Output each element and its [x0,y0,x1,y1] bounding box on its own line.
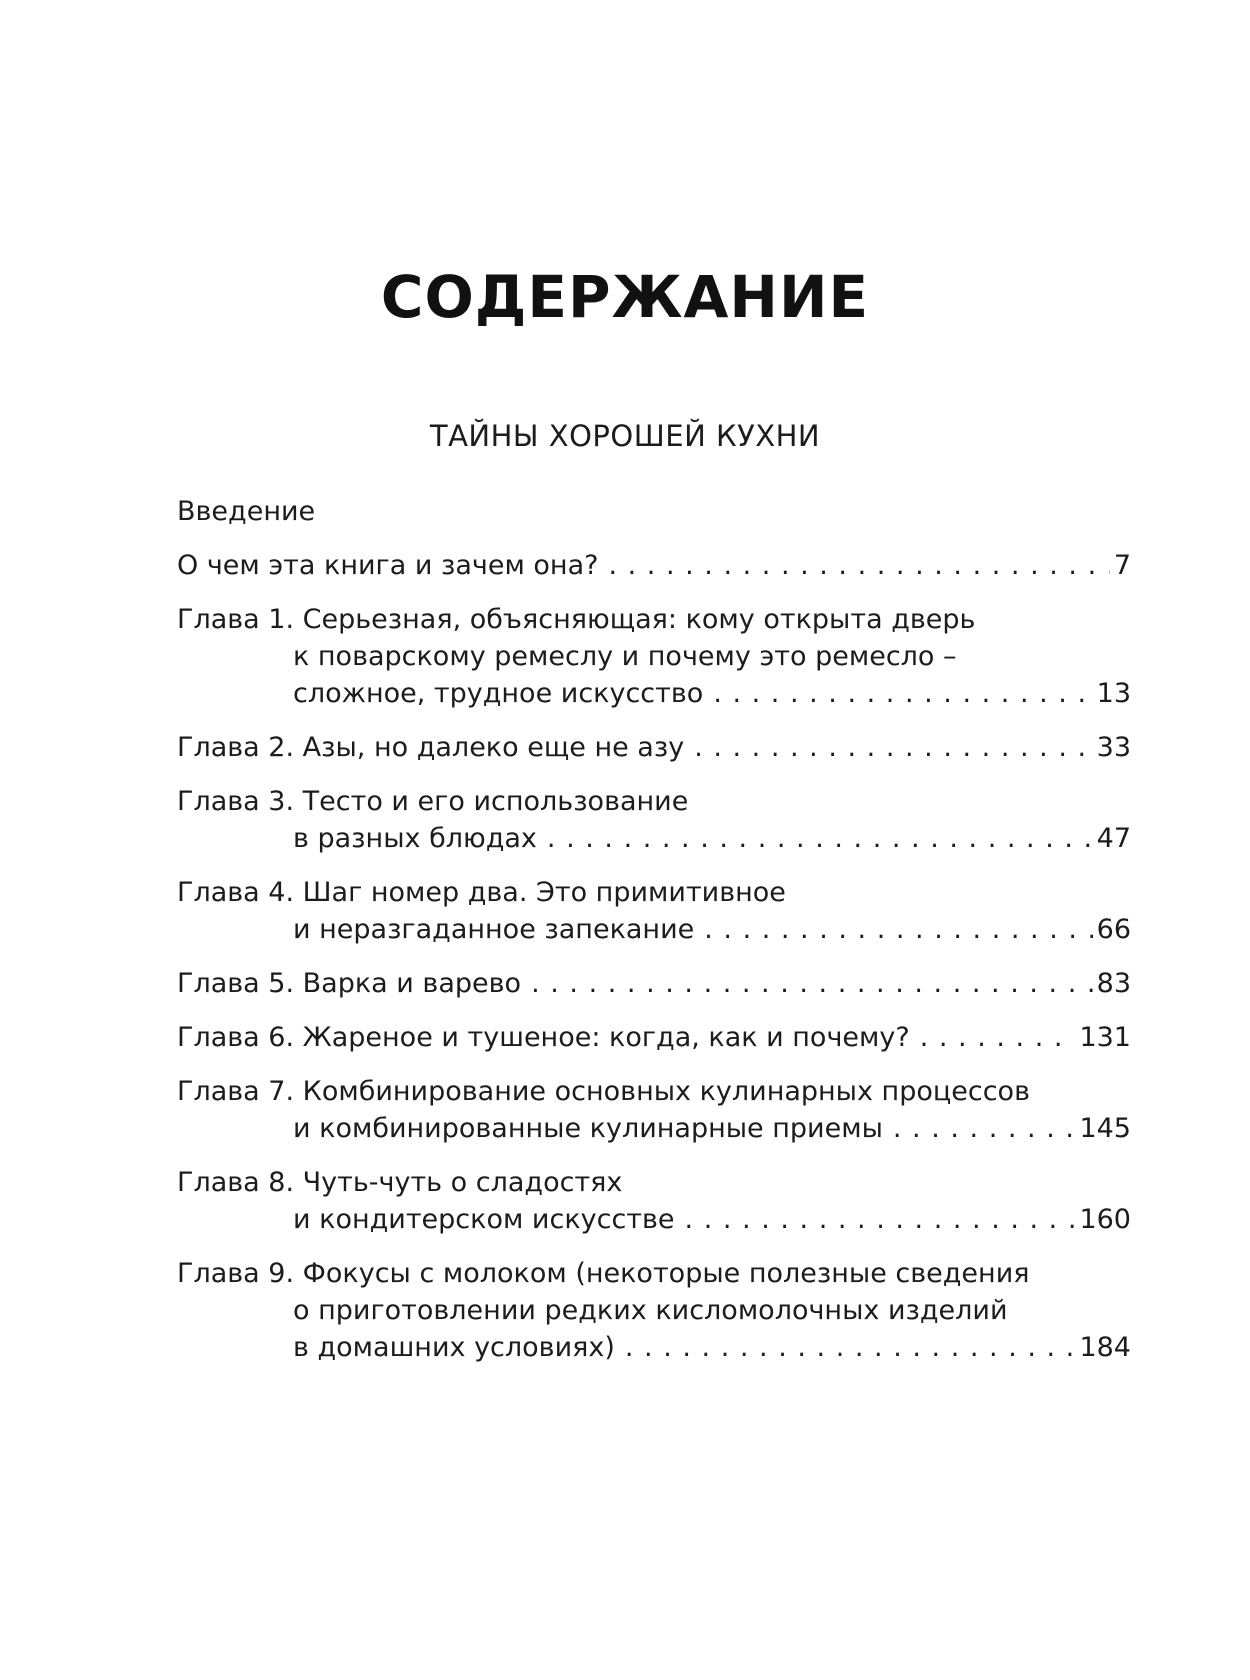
toc-entry-chapter-4[interactable]: Глава 4. Шаг номер два. Это примитивное [177,877,786,908]
page-number: 33 [1096,732,1131,763]
dot-leader [694,728,1092,768]
toc-entry-chapter-9[interactable]: Глава 9. Фокусы с молоком (некоторые полезные сведения [177,1258,1030,1289]
dot-leader [704,910,1092,950]
page-title: СОДЕРЖАНИЕ [380,263,870,331]
toc-entry-chapter-5[interactable]: Глава 5. Варка и варево . . . 83 [177,964,1131,1004]
page-number: 160 [1079,1204,1131,1235]
dot-leader [893,1109,1076,1149]
dot-leader [547,819,1093,859]
dot-leader [608,546,1109,586]
dot-leader [685,1200,1076,1240]
page-number: 145 [1079,1113,1131,1144]
toc-entry-chapter-1-cont: к поварскому ремеслу и почему это ремесло – [293,641,957,672]
intro-heading: Введение [177,496,316,527]
toc-entry-chapter-2[interactable]: Глава 2. Азы, но далеко еще не азу . . . 33 [177,728,1131,768]
toc-entry-chapter-8[interactable]: Глава 8. Чуть-чуть о сладостях [177,1167,623,1198]
page-number: 66 [1096,914,1131,945]
toc-entry-chapter-7[interactable]: Глава 7. Комбинирование основных кулинарных процессов [177,1076,1030,1107]
toc-entry-chapter-3[interactable]: Глава 3. Тесто и его использование [177,786,689,817]
dot-leader [713,674,1092,714]
dot-leader [625,1328,1076,1368]
dot-leader [531,964,1093,1004]
toc-entry-chapter-3-cont: в разных блюдах . . . 47 [177,819,1131,859]
page-number: 131 [1079,1022,1131,1053]
page-number: 83 [1096,968,1131,999]
section-title: ТАЙНЫ ХОРОШЕЙ КУХНИ [429,419,821,453]
toc-entry-intro[interactable]: О чем эта книга и зачем она? . . . 7 [177,546,1131,586]
toc-entry-chapter-1-cont: сложное, трудное искусство . . . 13 [177,674,1131,714]
toc-entry-chapter-4-cont: и неразгаданное запекание . . . 66 [177,910,1131,950]
toc-entry-chapter-9-cont: в домашних условиях) . . . 184 [177,1328,1131,1368]
toc-entry-chapter-1[interactable]: Глава 1. Серьезная, объясняющая: кому открыта дверь [177,604,976,635]
dot-leader [920,1018,1076,1058]
toc-entry-chapter-6[interactable]: Глава 6. Жареное и тушеное: когда, как и почему? . . . 131 [177,1018,1131,1058]
toc-entry-chapter-9-cont: о приготовлении редких кисломолочных изделий [293,1295,1008,1326]
toc-entry-chapter-8-cont: и кондитерском искусстве . . . 160 [177,1200,1131,1240]
page-number: 47 [1096,823,1131,854]
toc-entry-chapter-7-cont: и комбинированные кулинарные приемы . . . 145 [177,1109,1131,1149]
page-number: 13 [1096,678,1131,709]
page-number: 7 [1113,550,1131,581]
page-number: 184 [1079,1332,1131,1363]
